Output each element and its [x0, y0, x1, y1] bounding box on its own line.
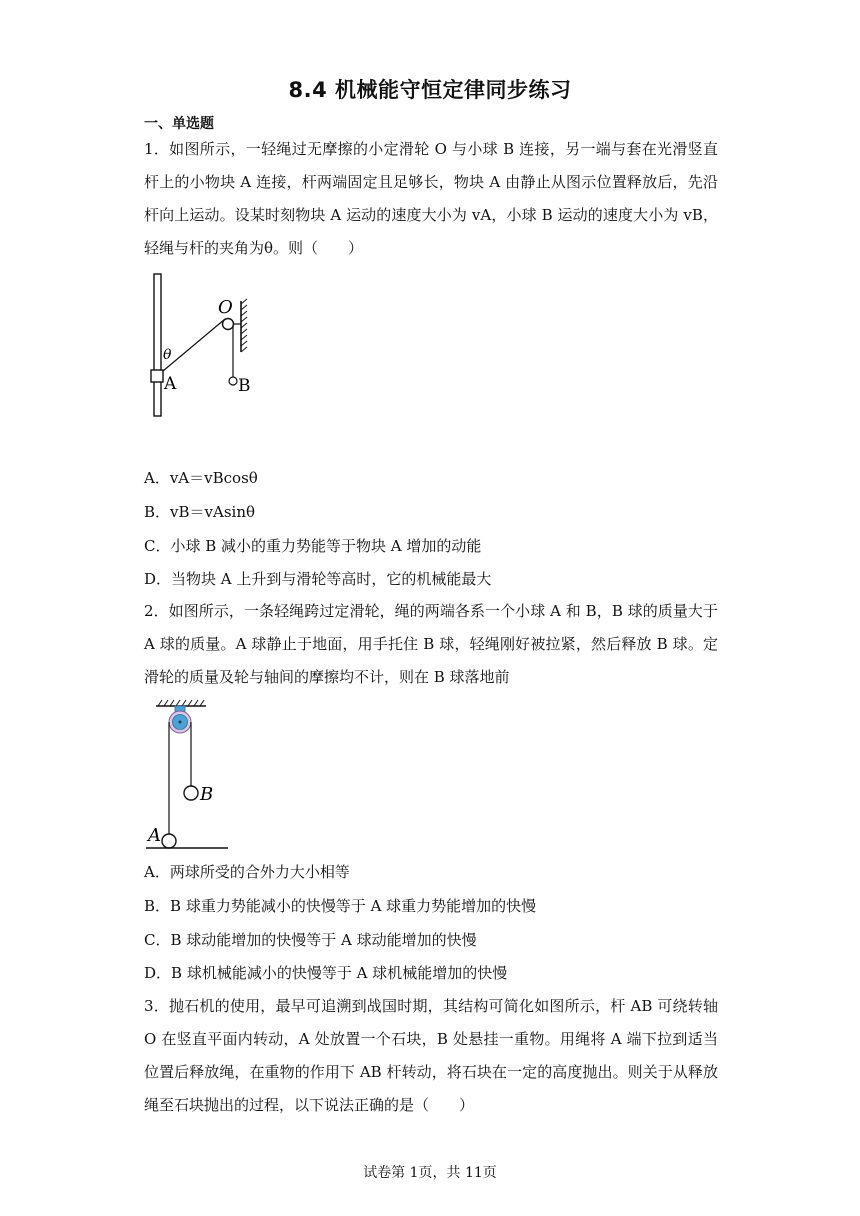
label-B: B — [238, 376, 251, 396]
label-theta: θ — [163, 347, 172, 363]
label-O: O — [218, 297, 233, 318]
q2-option-b: B．B 球重力势能减小的快慢等于 A 球重力势能增加的快慢 — [144, 897, 537, 915]
question-2-text: 2．如图所示，一条轻绳跨过定滑轮，绳的两端各系一个小球 A 和 B，B 球的质量大于 A 球的质量。A 球静止于地面，用手托住 B 球，轻绳刚好被拉紧，然后释放 B 球。定滑轮的质量及轮与轴间的摩擦均不计，则在 B 球落地前 — [144, 602, 718, 686]
q1-option-b: B．vB＝vAsinθ — [144, 503, 256, 521]
page-footer: 试卷第 1页，共 11页 — [363, 1165, 497, 1181]
label-B: B — [200, 784, 214, 805]
q2-option-c: C．B 球动能增加的快慢等于 A 球动能增加的快慢 — [144, 931, 477, 949]
q1-option-a: A．vA＝vBcosθ — [144, 469, 258, 487]
q1-option-d: D．当物块 A 上升到与滑轮等高时，它的机械能最大 — [144, 570, 492, 588]
section-heading: 一、单选题 — [144, 116, 214, 132]
label-A: A — [148, 825, 161, 846]
q1-option-c: C．小球 B 减小的重力势能等于物块 A 增加的动能 — [144, 537, 482, 555]
question-1-text: 1．如图所示，一轻绳过无摩擦的小定滑轮 O 与小球 B 连接，另一端与套在光滑竖直杆上的小物块 A 连接，杆两端固定且足够长，物块 A 由静止从图示位置释放后，先沿杆向上运动。设某时刻物块 A 运动的速度大小为 vA，小球 B 运动的速度大小为 vB，轻绳与杆的夹角为θ。则（ ） — [144, 140, 718, 257]
q2-option-a: A．两球所受的合外力大小相等 — [144, 863, 350, 881]
question-3-text: 3．抛石机的使用，最早可追溯到战国时期，其结构可简化如图所示，杆 AB 可绕转轴 O 在竖直平面内转动，A 处放置一个石块，B 处悬挂一重物。用绳将 A 端下拉到适当位置后释放绳，在重物的作用下 AB 杆转动，将石块在一定的高度抛出。则关于从释放绳至石块抛出的过程，以下说法正确的是（ ） — [144, 997, 718, 1114]
label-A: A — [164, 374, 177, 394]
question-2-figure — [144, 698, 236, 850]
q2-option-d: D．B 球机械能减小的快慢等于 A 球机械能增加的快慢 — [144, 964, 508, 982]
question-1-figure — [140, 268, 270, 420]
page-title: 8.4 机械能守恒定律同步练习 — [288, 78, 572, 102]
